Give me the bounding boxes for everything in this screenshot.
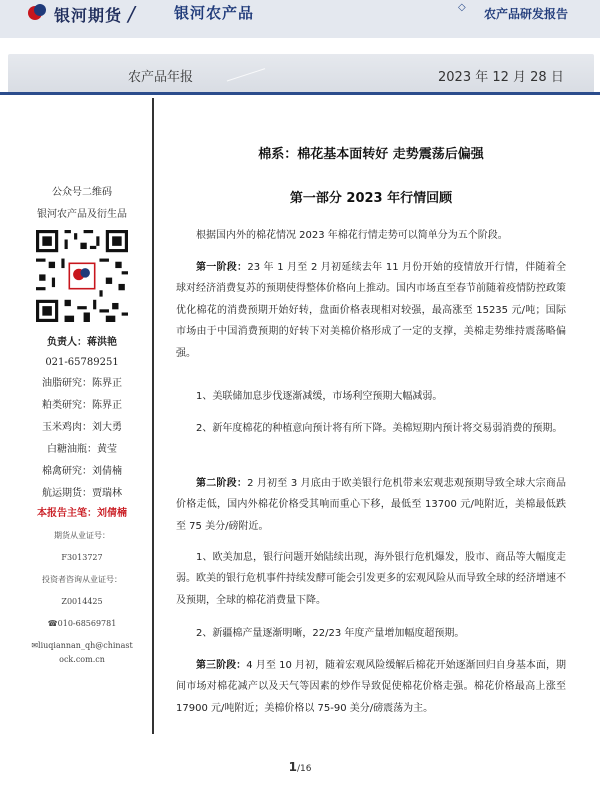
column-divider <box>152 98 154 734</box>
contact-email[interactable]: ✉liuqiannan_qh@chinast <box>31 641 133 650</box>
qr-label: 公众号二维码 <box>52 187 112 198</box>
stage-3-paragraph <box>176 655 566 719</box>
qr-code-icon[interactable] <box>36 230 128 322</box>
stage-1-point-2: 2、新年度棉花的种植意向预计将有所下降。美棉短期内预计将交易弱消费的预期。 <box>196 423 563 434</box>
cert-label: 期货从业证号： <box>54 531 110 540</box>
company-logo <box>28 2 135 26</box>
lead-phone: 021-65789251 <box>45 357 119 368</box>
logo-icon <box>28 4 48 24</box>
stage-1-paragraph <box>176 257 566 364</box>
sidebar <box>20 186 144 667</box>
report-title: 棉系：棉花基本面转好 走势震荡后偏强 <box>258 147 484 162</box>
sub-brand: 银河农产品 <box>174 4 255 22</box>
contact-phone[interactable]: ☎010-68569781 <box>47 619 117 628</box>
total-pages: /16 <box>296 764 312 774</box>
advisor-cert-label: 投资者咨询从业证号： <box>42 575 122 584</box>
staff-item: 航运期货：贾瑞林 <box>42 488 122 499</box>
cert-number: F3013727 <box>61 553 103 562</box>
staff-item: 玉米鸡肉：刘大勇 <box>42 422 122 433</box>
staff-item: 白糖油瓶：黄莹 <box>47 444 117 455</box>
stage-1-label: 第一阶段： <box>196 262 248 273</box>
stage-3-label: 第三阶段： <box>196 660 247 671</box>
report-type: 农产品研发报告 <box>484 7 569 21</box>
logo-separator: / <box>128 2 135 26</box>
stage-2-point-2: 2、新疆棉产量逐渐明晰，22/23 年度产量增加幅度超预期。 <box>196 628 465 639</box>
stage-1-point-1: 1、美联储加息步伐逐渐减缓，市场利空预期大幅减弱。 <box>196 391 443 402</box>
staff-item: 棉禽研究：刘倩楠 <box>42 466 122 477</box>
banner-title: 农产品年报 <box>128 70 194 85</box>
contact-email-cont[interactable]: ock.com.cn <box>59 655 105 664</box>
report-date: 2023 年 12 月 28 日 <box>438 70 564 85</box>
staff-item: 油脂研究：陈界正 <box>42 378 122 389</box>
banner-divider <box>0 92 600 95</box>
staff-list <box>20 377 144 501</box>
current-page: 1 <box>288 760 297 774</box>
logo-text: 银河期货 <box>54 5 123 25</box>
advisor-cert-number: Z0014425 <box>61 597 103 606</box>
staff-item: 粕类研究：陈界正 <box>42 400 122 411</box>
section-heading: 第一部分 2023 年行情回顾 <box>289 191 453 206</box>
qr-account-name: 银河农产品及衍生品 <box>37 209 127 220</box>
diamond-icon: ◇ <box>458 2 466 13</box>
stage-1-text: 23 年 1 月至 2 月初延续去年 11 月份开始的疫情放开行情，伴随着全球对经济消费复苏的预期使得整体价格向上推动。国内市场直至春节前随着疫情防控政策优化棉花的消费预期开始好转，盘面价格表现相对较强，最高涨至 15235 元/吨；国际市场由于中国消费预期的好转下对美棉价格形成了一定的支撑，美棉走势维持震荡略偏强。 <box>176 262 566 359</box>
header-bar <box>0 0 600 38</box>
lead-analyst: 负责人：蒋洪艳 <box>47 337 117 348</box>
report-editor: 本报告主笔：刘倩楠 <box>37 508 127 519</box>
stage-2-point-1: 1、欧美加息，银行问题开始陆续出现，海外银行危机爆发，股市、商品等大幅度走弱。欧美的银行危机事件持续发酵可能会引发更多的宏观风险从而导致全球的经济增速不及预期，全球的棉花消费量下降。 <box>176 552 566 606</box>
stage-2-paragraph <box>176 473 566 537</box>
stage-2-text: 2 月初至 3 月底由于欧美银行危机带来宏观悲观预期导致全球大宗商品价格走低，国内外棉花价格受其响而重心下移，最低至 13700 元/吨附近，美棉最低跌至 75 美分/磅附近。 <box>176 478 566 532</box>
stage-2-label: 第二阶段： <box>196 478 248 489</box>
intro-paragraph: 根据国内外的棉花情况 2023 年棉花行情走势可以简单分为五个阶段。 <box>196 230 508 241</box>
stage-3-text: 4 月至 10 月初，随着宏观风险缓解后棉花开始逐渐回归自身基本面，期间市场对棉花减产以及天气等因素的炒作导致促使棉花价格走强。棉花价格最高上涨至 17900 元/吨附近；美棉价格以 75-90 美分/磅震荡为主。 <box>176 660 567 714</box>
page-number <box>0 760 600 774</box>
